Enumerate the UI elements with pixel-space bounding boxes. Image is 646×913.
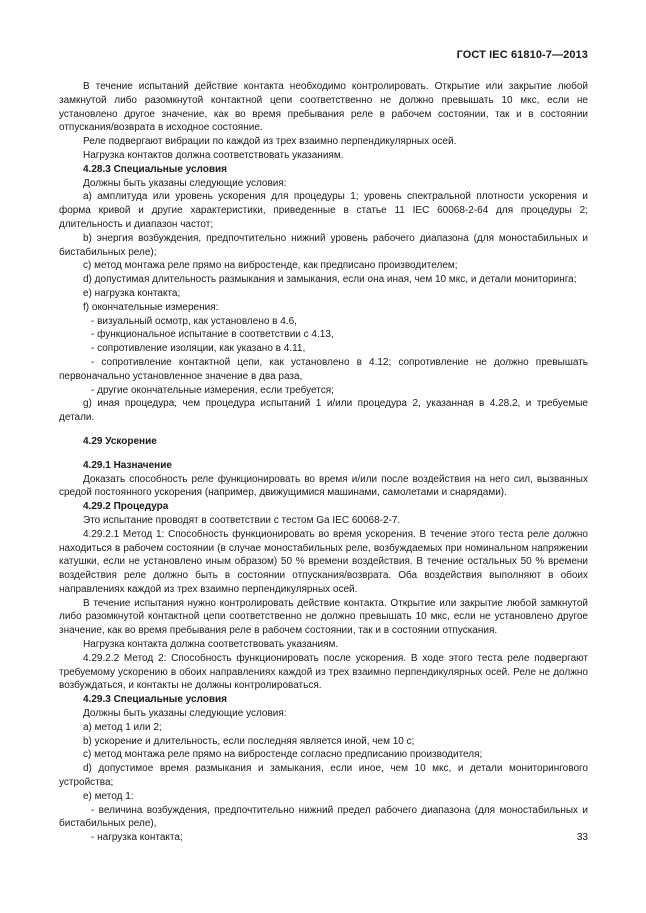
heading-4-29-1: 4.29.1 Назначение <box>83 459 172 471</box>
list-item-c: c) метод монтажа реле прямо на вибростенде согласно предписанию производителя; <box>83 749 483 761</box>
sub-item: - визуальный осмотр, как установлено в 4.6, <box>91 315 297 327</box>
paragraph: 4.29.2.1 Метод 1: Способность функционировать во время ускорения. В течение этого теста реле должно находиться в рабочем состоянии (в случае моностабильных реле, возбуждаемых при номинальном напряжении катушки, если не установлено иным образом) 50 % времени воздействия. В течение остальных 50 % времени воздействия реле должно быть в состоянии отпускания/возврата. Оба воздействия выполняют в обоих направлениях каждой из трех взаимно перпендикулярных осей. <box>59 528 588 595</box>
sub-item: - сопротивление изоляции, как указано в 4.11, <box>91 343 306 355</box>
page-number: 33 <box>576 832 588 843</box>
sub-item: - величина возбуждения, предпочтительно нижний предел рабочего диапазона (для моностабильных и бистабильных реле), <box>59 804 588 830</box>
paragraph: Это испытание проводят в соответствии с тестом Ga IEC 60068-2-7. <box>83 514 401 526</box>
heading-4-29-2: 4.29.2 Процедура <box>83 501 169 513</box>
list-item-g: g) иная процедура, чем процедура испытаний 1 и/или процедура 2, указанная в 4.28.2, и требуемые детали. <box>59 398 588 424</box>
paragraph: 4.29.2.2 Метод 2: Способность функционировать после ускорения. В ходе этого теста реле подвергают требуемому ускорению в обоих направлениях каждой из трех взаимно перпендикулярных осей. Реле не должно возбуждаться, и контакты не должны контролироваться. <box>59 652 588 692</box>
paragraph: Нагрузка контакта должна соответствовать указаниям. <box>83 639 339 651</box>
list-item-a: а) метод 1 или 2; <box>83 721 162 733</box>
paragraph: Должны быть указаны следующие условия: <box>83 177 287 189</box>
list-item-b: b) энергия возбуждения, предпочтительно нижний уровень рабочего диапазона (для моностабильных и бистабильных реле); <box>59 232 588 258</box>
list-item-e: e) метод 1: <box>83 790 134 802</box>
paragraph: В течение испытаний действие контакта необходимо контролировать. Открытие или закрытие любой замкнутой либо разомкнутой контактной цепи соответственно не должно превышать 10 мкс, если не установлено другое значение, как во время пребывания реле в рабочем состоянии, так и в состоянии отпускания/возврата в исходное состояние. <box>59 81 588 134</box>
list-item-e: e) нагрузка контакта; <box>83 287 181 299</box>
list-item-d: d) допустимое время размыкания и замыкания, если иное, чем 10 мкс, и детали мониторингового устройства; <box>59 763 588 789</box>
list-item-d: d) допустимая длительность размыкания и замыкания, если она иная, чем 10 мкс, и детали мониторинга; <box>83 274 577 286</box>
heading-4-28-3: 4.28.3 Специальные условия <box>83 163 228 175</box>
paragraph: Нагрузка контактов должна соответствовать указаниям. <box>83 149 344 161</box>
sub-item: - сопротивление контактной цепи, как установлено в 4.12; сопротивление не должно превышать первоначально установленное значение в два раза, <box>59 356 588 382</box>
paragraph: Реле подвергают вибрации по каждой из трех взаимно перпендикулярных осей. <box>83 136 457 148</box>
sub-item: - другие окончательные измерения, если требуется; <box>91 384 334 396</box>
page-header: ГОСТ IEC 61810-7—2013 <box>456 49 588 61</box>
paragraph: Доказать способность реле функционировать во время и/или после воздействия на него сил, вызванных средой постоянного ускорения (например, движущимися машинами, самолетами и снарядами). <box>59 473 588 499</box>
paragraph: Должны быть указаны следующие условия: <box>83 708 287 720</box>
list-item-c: c) метод монтажа реле прямо на вибростенде, как предписано производителем; <box>83 260 458 272</box>
sub-item: - функциональное испытание в соответствии с 4.13, <box>91 329 334 341</box>
heading-4-29: 4.29 Ускорение <box>83 435 157 447</box>
paragraph: В течение испытания нужно контролировать действие контакта. Открытие или закрытие любой замкнутой либо разомкнутой контактной цепи соответственно не должно превышать 10 мкс, если не установлено другое значение, как во время пребывания реле в рабочем состоянии, так и в состоянии отпускания. <box>59 597 588 637</box>
list-item-f: f) окончательные измерения: <box>83 301 219 313</box>
list-item-b: b) ускорение и длительность, если последняя является иной, чем 10 с; <box>83 735 415 747</box>
heading-4-29-3: 4.29.3 Специальные условия <box>83 694 228 706</box>
sub-item: - нагрузка контакта; <box>91 832 183 844</box>
page-body <box>59 80 588 845</box>
list-item-a: а) амплитуда или уровень ускорения для процедуры 1; уровень спектральной плотности ускорения и форма кривой и другие характеристики, приведенные в статье 11 IEC 60068-2-64 для процедуры 2; длительность и диапазон частот; <box>59 191 588 230</box>
